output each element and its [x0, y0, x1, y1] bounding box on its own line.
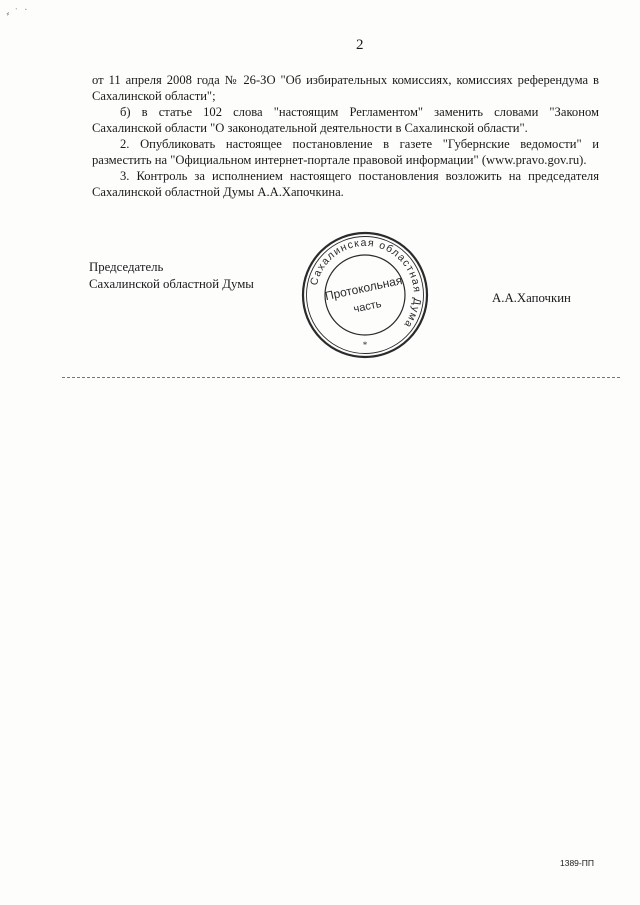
signer-title — [89, 259, 254, 293]
stamp-star: * — [362, 340, 368, 350]
signer-title-line2: Сахалинской областной Думы — [89, 277, 254, 291]
paragraph-control: 3. Контроль за исполнением настоящего постановления возложить на председателя Сахалинской областной Думы А.А.Хапочкина. — [92, 169, 599, 199]
stamp-outer-ring — [303, 233, 427, 357]
page-number: 2 — [356, 37, 364, 53]
official-stamp — [300, 230, 430, 360]
stamp-center-line2: часть — [352, 297, 383, 316]
stamp-center-line1: Протокольная — [323, 273, 404, 304]
paragraph-publication: 2. Опубликовать настоящее постановление в газете "Губернские ведомости" и разместить на "Официальном интернет-портале правовой информации" (www.pravo.gov.ru). — [92, 137, 599, 167]
stamp-ring-text: Сахалинская областная Дума — [308, 236, 424, 331]
paragraph-amendment-b: б) в статье 102 слова "настоящим Регламентом" заменить словами "Законом Сахалинской области "О законодательной деятельности в Сахалинской области". — [92, 105, 599, 135]
paragraph-law-reference: от 11 апреля 2008 года № 26-ЗО "Об избирательных комиссиях, комиссиях референдума в Сахалинской области"; — [92, 73, 599, 103]
signer-title-line1: Председатель — [89, 260, 164, 274]
signer-name: А.А.Хапочкин — [492, 291, 571, 305]
scan-corner-marks: ⸗ ˙ · — [5, 3, 31, 19]
document-reference-number: 1389-ПП — [560, 858, 594, 868]
document-body — [92, 72, 599, 200]
page-separator-line — [62, 377, 620, 378]
